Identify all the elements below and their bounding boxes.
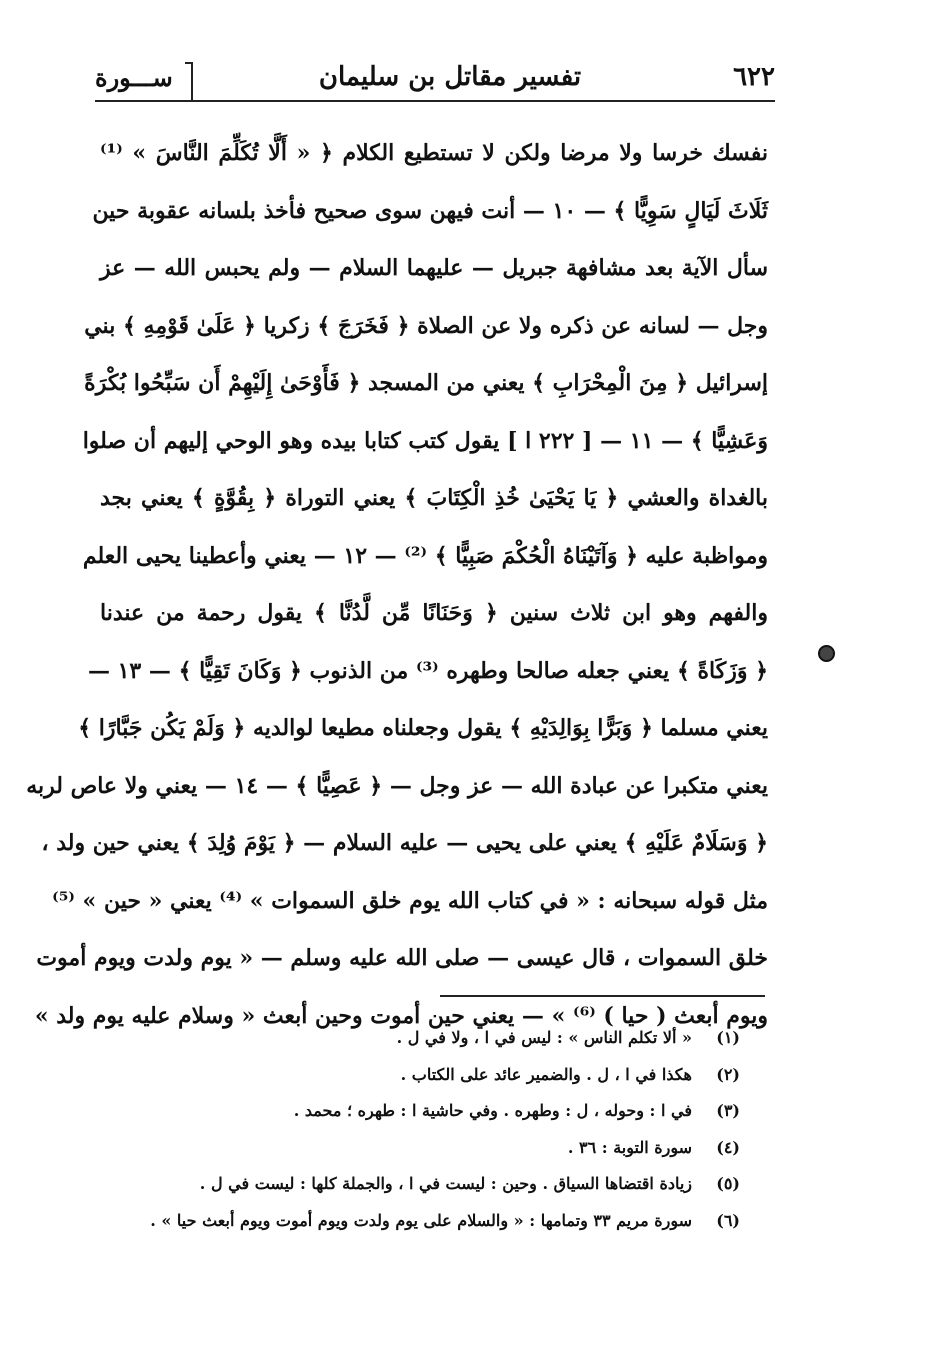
footnote-text: زيادة اقتضاها السياق . وحين : ليست في ا ، والجملة كلها : ليست في ل . [199,1174,692,1193]
body-line: مثل قوله سبحانه : « في كتاب الله يوم خلق السموات » ⁽⁴⁾ يعني « حين » ⁽⁵⁾ [52,887,768,914]
body-line: إسرائيل ﴿ مِنَ الْمِحْرَابِ ﴾ يعني من المسجد ﴿ فَأَوْحَىٰ إِلَيْهِمْ أَن سَبِّحُوا بُكْرَةً [84,370,768,396]
footnote-number: (٤) [716,1137,740,1157]
footnote [120,1057,740,1094]
body-line: سأل الآية بعد مشافهة جبريل — عليهما السلام — ولم يحبس الله — عز [100,255,768,281]
footnote [120,1020,740,1057]
body-line: ثَلَاثَ لَيَالٍ سَوِيًّا ﴾ — ١٠ — أنت فيهن سوى صحيح فأخذ بلسانه عقوبة حين [92,197,768,224]
footnote-text: « ألا تكلم الناس » : ليس في ا ، ولا في ل . [396,1028,692,1047]
margin-dot-mark [818,645,835,662]
body-line: نفسك خرسا ولا مرضا ولكن لا تستطيع الكلام ﴿ « أَلَّا تُكَلِّمَ النَّاسَ » ⁽¹⁾ [100,140,769,166]
header-rule [95,100,775,102]
footnote-number: (٢) [716,1064,740,1084]
footnote-text: هكذا في ا ، ل . والضمير عائد على الكتاب . [400,1064,692,1084]
body-line: وَعَشِيًّا ﴾ — ١١ — [ ٢٢٢ ا ] يقول كتب كتابا بيده وهو الوحي إليهم أن صلوا [82,427,768,454]
running-header [95,55,775,99]
body-line: خلق السموات ، قال عيسى — صلى الله عليه وسلم — « يوم ولدت ويوم أموت [36,945,768,971]
body-line: ﴿ وَزَكَاةً ﴾ يعني جعله صالحا وطهره ⁽³⁾ من الذنوب ﴿ وَكَانَ تَقِيًّا ﴾ — ١٣ — [87,657,768,684]
footnote-number: (٣) [716,1101,740,1120]
body-line: والفهم وهو ابن ثلاث سنين ﴿ وَحَنَانًا مِّن لَّدُنَّا ﴾ يقول رحمة من عندنا [100,600,768,626]
body-line: يعني متكبرا عن عبادة الله — عز وجل — ﴿ عَصِيًّا ﴾ — ١٤ — يعني ولا عاص لربه [26,772,768,799]
body-line: ﴿ وَسَلَامٌ عَلَيْهِ ﴾ يعني على يحيى — عليه السلام — ﴿ يَوْمَ وُلِدَ ﴾ يعني حين ولد ، [41,830,768,856]
footnote [120,1130,740,1167]
footnote-text: سورة التوبة : ٣٦ . [567,1137,692,1157]
body-text [26,125,769,1045]
footnote [120,1203,740,1240]
footnote-number: (٦) [716,1210,740,1230]
body-line: ومواظبة عليه ﴿ وَآتَيْنَاهُ الْحُكْمَ صَبِيًّا ﴾ ⁽²⁾ — ١٢ — يعني وأعطينا يحيى العلم [82,542,768,569]
page-number: ٦٢٢ [733,62,775,92]
body-line: يعني مسلما ﴿ وَبَرًّا بِوَالِدَيْهِ ﴾ يقول وجعلناه مطيعا لوالديه ﴿ وَلَمْ يَكُن جَبَّارًا ﴾ [78,715,768,741]
body-line: بالغداة والعشي ﴿ يَا يَحْيَىٰ خُذِ الْكِتَابَ ﴾ يعني التوراة ﴿ بِقُوَّةٍ ﴾ يعني بجد [100,485,768,511]
book-title: تفسير مقاتل بن سليمان [318,62,582,92]
footnote-number: (٥) [716,1174,740,1193]
footnotes [120,1020,740,1239]
footnote-text: في ا : وحوله ، ل : وطهره . وفي حاشية ا : طهره ؛ محمد . [293,1101,692,1120]
header-bracket [185,62,193,102]
footnote-text: سورة مريم ٣٣ وتمامها : « والسلام على يوم ولدت ويوم أموت ويوم أبعث حيا » . [150,1210,692,1230]
footnote [120,1166,740,1203]
body-line: ويوم أبعث ( حيا ) ⁽⁶⁾ » — يعني حين أموت وحين أبعث « وسلام عليه يوم ولد » [34,1002,768,1029]
surah-title: ســـورة [95,62,173,92]
footnote-separator [440,995,765,997]
footnote-number: (١) [716,1028,740,1047]
body-line: وجل — لسانه عن ذكره ولا عن الصلاة ﴿ فَخَرَجَ ﴾ زكريا ﴿ عَلَىٰ قَوْمِهِ ﴾ بني [84,312,768,339]
footnote [120,1093,740,1130]
